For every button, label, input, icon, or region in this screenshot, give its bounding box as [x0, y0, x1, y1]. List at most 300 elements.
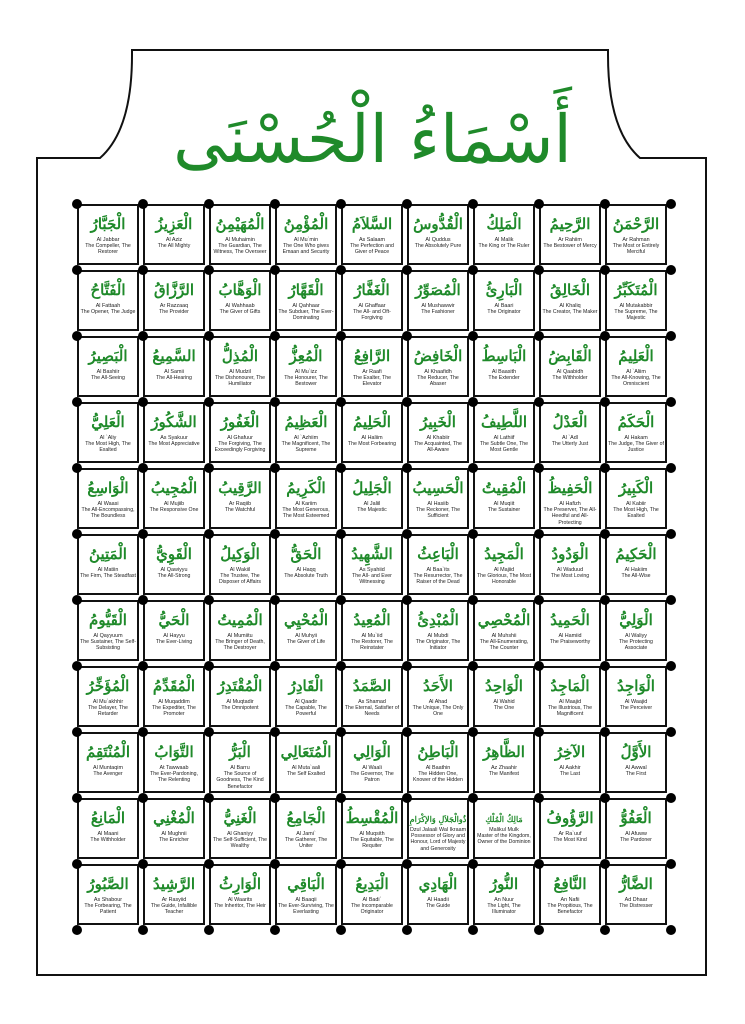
transliteration: Al Kabiir	[625, 501, 647, 507]
arabic-name: الْمُؤَخِّرُ	[86, 677, 130, 695]
meaning: The Unique, The Only One	[412, 705, 464, 718]
meaning: The Equitable, The Requiter	[350, 837, 394, 850]
arabic-name: الْحَكِيمُ	[615, 545, 657, 563]
name-card	[407, 666, 469, 727]
corner-dot	[600, 265, 610, 275]
transliteration: An Nafii	[560, 897, 580, 903]
corner-dot	[336, 727, 346, 737]
transliteration: Al Hayyu	[163, 633, 185, 639]
arabic-name: الْقَهَّارُ	[288, 281, 324, 299]
arabic-name: الأَحَدُ	[423, 677, 453, 695]
transliteration: Al Qaadir	[294, 699, 318, 705]
meaning: The Propitious, The Benefactor	[547, 903, 593, 916]
corner-dot	[270, 859, 280, 869]
meaning: The Most Loving	[550, 573, 590, 580]
corner-dot	[336, 331, 346, 341]
arabic-name: الْمَجِيدُ	[484, 545, 524, 563]
name-card	[275, 798, 337, 859]
transliteration: Al Baaqii	[295, 897, 317, 903]
name-card	[605, 864, 667, 925]
transliteration: An Nuur	[494, 897, 514, 903]
meaning: The King or The Ruler	[478, 243, 530, 250]
corner-dot	[270, 331, 280, 341]
meaning: Possessor of Glory and Honour, Lord of Majesty and Generosity	[410, 833, 466, 852]
corner-dot	[600, 859, 610, 869]
transliteration: Al `Adl	[562, 435, 578, 441]
arabic-name: الرَّحْمَنُ	[612, 215, 660, 233]
name-card	[341, 402, 403, 463]
meaning: The Giver of Life	[286, 639, 326, 646]
transliteration: Al Mumiitu	[227, 633, 253, 639]
arabic-name: الْوَلِيُّ	[619, 611, 653, 629]
meaning: The Fashioner	[421, 309, 455, 316]
name-card	[473, 468, 535, 529]
corner-dot	[72, 793, 82, 803]
corner-dot	[336, 859, 346, 869]
name-card	[209, 600, 271, 661]
corner-dot	[666, 727, 676, 737]
name-card	[605, 336, 667, 397]
name-card	[539, 600, 601, 661]
transliteration: Al Aakhir	[559, 765, 581, 771]
corner-dot	[600, 661, 610, 671]
transliteration: Al Qahhaar	[292, 303, 320, 309]
transliteration: Al Lathiif	[493, 435, 515, 441]
meaning: The Dishonourer, The Humiliator	[214, 375, 266, 388]
transliteration: Al Haliim	[361, 435, 383, 441]
transliteration: Ar Rahiim	[558, 237, 582, 243]
arabic-name: الْبَاسِطُ	[481, 347, 527, 365]
arabic-name: الْبَرُّ	[229, 743, 251, 761]
transliteration: Al Maani	[97, 831, 119, 837]
corner-dot	[468, 859, 478, 869]
name-card	[77, 204, 139, 265]
corner-dot	[402, 265, 412, 275]
arabic-name: الْحَسِيبُ	[412, 479, 464, 497]
name-card	[341, 600, 403, 661]
name-card	[473, 600, 535, 661]
meaning: The Capable, The Powerful	[285, 705, 327, 718]
name-card	[407, 336, 469, 397]
meaning: The Responsive One	[149, 507, 199, 514]
transliteration: Al Fattaah	[95, 303, 121, 309]
meaning: The Withholder	[552, 375, 588, 382]
arabic-name: الْوَاحِدُ	[485, 677, 523, 695]
corner-dot	[468, 331, 478, 341]
corner-dot	[402, 331, 412, 341]
name-card	[605, 798, 667, 859]
arabic-name: الْحَمِيدُ	[550, 611, 590, 629]
corner-dot	[270, 661, 280, 671]
name-card	[605, 402, 667, 463]
arabic-name: الْحَقُّ	[290, 545, 322, 563]
meaning: The Perceiver	[619, 705, 653, 712]
transliteration: Al Ghaffaar	[358, 303, 386, 309]
transliteration: Al Hamiid	[558, 633, 582, 639]
arabic-name: الْمُحْصِي	[477, 611, 531, 629]
name-card	[473, 534, 535, 595]
names-grid	[75, 202, 671, 922]
name-card	[77, 534, 139, 595]
meaning: The Originator, The Initiator	[415, 639, 461, 652]
corner-dot	[600, 529, 610, 539]
transliteration: Ar Rahman	[622, 237, 650, 243]
arabic-name: الْمُقِيتُ	[481, 479, 527, 497]
meaning: The Delayer, The Retarder	[88, 705, 128, 718]
name-card	[605, 600, 667, 661]
corner-dot	[600, 331, 610, 341]
name-card	[77, 666, 139, 727]
transliteration: At Tawwaab	[159, 765, 189, 771]
name-card	[605, 534, 667, 595]
meaning: The Exalter, The Elevator	[353, 375, 391, 388]
transliteration: Al Qayyuum	[93, 633, 123, 639]
arabic-name: الْبَدِيعُ	[355, 875, 389, 893]
arabic-name: الْوَاجِدُ	[617, 677, 655, 695]
transliteration: Al Waduud	[556, 567, 584, 573]
corner-dot	[402, 925, 412, 935]
corner-dot	[270, 727, 280, 737]
meaning: The Most or Entirely Merciful	[612, 243, 660, 256]
corner-dot	[402, 529, 412, 539]
name-card	[209, 864, 271, 925]
corner-dot	[336, 925, 346, 935]
corner-dot	[270, 595, 280, 605]
meaning: The Absolute Truth	[284, 573, 328, 580]
corner-dot	[468, 463, 478, 473]
name-card	[407, 798, 469, 859]
transliteration: Al Mubdi	[427, 633, 449, 639]
transliteration: Al Maajid	[558, 699, 582, 705]
name-card	[473, 864, 535, 925]
arabic-name: الْغَنِيُّ	[223, 809, 257, 827]
arabic-name: الْمُصَوِّرُ	[415, 281, 461, 299]
corner-dot	[666, 793, 676, 803]
transliteration: Al Waasi	[97, 501, 119, 507]
corner-dot	[666, 463, 676, 473]
name-card	[275, 666, 337, 727]
corner-dot	[204, 595, 214, 605]
name-card	[77, 468, 139, 529]
name-card	[407, 864, 469, 925]
name-card	[473, 798, 535, 859]
corner-dot	[204, 199, 214, 209]
corner-dot	[468, 793, 478, 803]
arabic-name: الصَّبُورُ	[87, 875, 129, 893]
arabic-name: الْمُقَدِّمُ	[152, 677, 196, 695]
transliteration: Al Waarits	[227, 897, 253, 903]
name-card	[539, 864, 601, 925]
transliteration: Ar Ra`uuf	[558, 831, 582, 837]
meaning: The Extender	[488, 375, 520, 382]
meaning: The All-Seeing	[91, 375, 125, 382]
name-card	[209, 402, 271, 463]
transliteration: Al Qaabidh	[556, 369, 584, 375]
arabic-name: الْوَهَّابُ	[218, 281, 262, 299]
meaning: The One Who gives Emaan and Security	[282, 243, 330, 256]
corner-dot	[72, 397, 82, 407]
corner-dot	[336, 595, 346, 605]
corner-dot	[468, 529, 478, 539]
transliteration: Al Hafizh	[559, 501, 581, 507]
arabic-name: الْمُقْسِطُ	[345, 809, 399, 827]
transliteration: Al Waali	[362, 765, 382, 771]
meaning: The All-Strong	[157, 573, 191, 580]
arabic-name: الرَّؤُوفُ	[546, 809, 594, 827]
meaning: The All-Enumerating, The Counter	[479, 639, 529, 652]
meaning: The Most Kind	[553, 837, 587, 844]
name-card	[341, 468, 403, 529]
name-card	[473, 204, 535, 265]
meaning: The Ever-Pardoning, The Relenting	[150, 771, 198, 784]
transliteration: Ar Raqiib	[228, 501, 252, 507]
transliteration: Al Mu`min	[293, 237, 319, 243]
corner-dot	[270, 397, 280, 407]
arabic-name: الْحَفِيظُ	[547, 479, 593, 497]
meaning: The Last	[559, 771, 581, 778]
transliteration: Al Wahhaab	[225, 303, 255, 309]
meaning: The Most Generous, The Most Esteemed	[282, 507, 330, 520]
name-card	[275, 270, 337, 331]
arabic-name: الْمُعِزُّ	[289, 347, 323, 365]
meaning: The Avenger	[93, 771, 123, 778]
arabic-name: الْمُبْدِئُ	[417, 611, 459, 629]
name-card	[77, 600, 139, 661]
corner-dot	[204, 859, 214, 869]
arabic-name: الْبَارِئُ	[485, 281, 523, 299]
meaning: The Distresser	[619, 903, 653, 910]
transliteration: Al Muqaddim	[158, 699, 190, 705]
corner-dot	[138, 859, 148, 869]
name-card	[77, 798, 139, 859]
name-card	[143, 600, 205, 661]
meaning: The Reducer, The Abaser	[417, 375, 459, 388]
name-card	[77, 402, 139, 463]
name-card	[209, 204, 271, 265]
name-card	[143, 336, 205, 397]
transliteration: As Salaam	[358, 237, 386, 243]
transliteration: Al Majiid	[493, 567, 515, 573]
name-card	[77, 336, 139, 397]
corner-dot	[138, 529, 148, 539]
corner-dot	[138, 925, 148, 935]
name-card	[341, 732, 403, 793]
transliteration: Al Baa`its	[426, 567, 450, 573]
meaning: The Most Forbearing	[347, 441, 397, 448]
meaning: The Governor, The Patron	[350, 771, 394, 784]
corner-dot	[402, 859, 412, 869]
name-card	[209, 534, 271, 595]
name-card	[539, 534, 601, 595]
corner-dot	[204, 331, 214, 341]
corner-dot	[72, 661, 82, 671]
arabic-name: الرَّقِيبُ	[218, 479, 262, 497]
corner-dot	[534, 661, 544, 671]
name-card	[275, 402, 337, 463]
transliteration: Al Samii	[164, 369, 184, 375]
corner-dot	[270, 265, 280, 275]
meaning: The Judge, The Giver of Justice	[608, 441, 664, 454]
arabic-name: الْعَظِيمُ	[284, 413, 328, 431]
arabic-name: الْمُهَيْمِنُ	[215, 215, 265, 233]
name-card	[407, 204, 469, 265]
arabic-name: الْعَزِيزُ	[155, 215, 193, 233]
name-card	[143, 534, 205, 595]
meaning: The All-Knowing, The Omniscient	[611, 375, 661, 388]
name-card	[275, 534, 337, 595]
arabic-name: الْمُعِيدُ	[353, 611, 391, 629]
transliteration: Al Bashiir	[96, 369, 120, 375]
arabic-name: الرَّافِعُ	[353, 347, 391, 365]
transliteration: Al Malik	[494, 237, 514, 243]
arabic-name: الْقَابِضُ	[548, 347, 592, 365]
name-card	[605, 666, 667, 727]
transliteration: As Syahiid	[359, 567, 385, 573]
transliteration: Al Muhaimin	[225, 237, 255, 243]
transliteration: Al Kariim	[295, 501, 317, 507]
corner-dot	[336, 397, 346, 407]
meaning: The Utterly Just	[551, 441, 589, 448]
arabic-name: الْوَالِي	[353, 743, 391, 761]
transliteration: Malikul Mulk	[489, 827, 519, 833]
meaning: The Guide, Infallible Teacher	[150, 903, 198, 916]
corner-dot	[204, 793, 214, 803]
corner-dot	[402, 727, 412, 737]
meaning: The Ever-Surviving, The Everlasting	[278, 903, 334, 916]
name-card	[473, 270, 535, 331]
meaning: The Forbearing, The Patient	[84, 903, 132, 916]
corner-dot	[468, 397, 478, 407]
name-card	[275, 864, 337, 925]
meaning: The Provider	[159, 309, 189, 316]
meaning: The Trustee, The Disposer of Affairs	[219, 573, 261, 586]
corner-dot	[204, 463, 214, 473]
transliteration: Al `Azhiim	[293, 435, 319, 441]
meaning: The Firm, The Steadfast	[80, 573, 136, 580]
arabic-name: الضَّارُّ	[619, 875, 653, 893]
transliteration: Al `Aliy	[99, 435, 117, 441]
name-card	[539, 336, 601, 397]
transliteration: Al Matiin	[97, 567, 119, 573]
meaning: The Protecting Associate	[619, 639, 653, 652]
corner-dot	[666, 199, 676, 209]
page-title: أَسْمَاءُ الْحُسْنَى	[173, 101, 572, 178]
corner-dot	[336, 661, 346, 671]
arabic-name: الْمَلِكُ	[486, 215, 522, 233]
corner-dot	[534, 925, 544, 935]
transliteration: As Shamad	[358, 699, 386, 705]
meaning: The Majestic	[357, 507, 387, 514]
meaning: The Source of Goodness, The Kind Benefactor	[216, 771, 264, 790]
transliteration: Al Wahid	[493, 699, 515, 705]
arabic-name: الصَّمَدُ	[352, 677, 392, 695]
arabic-name: الْعَلِيمُ	[618, 347, 654, 365]
corner-dot	[204, 661, 214, 671]
meaning: The Most Appreciative	[148, 441, 200, 448]
name-card	[143, 798, 205, 859]
name-card	[473, 336, 535, 397]
corner-dot	[72, 925, 82, 935]
corner-dot	[270, 925, 280, 935]
meaning: The Compeller, The Restorer	[85, 243, 131, 256]
arabic-name: الشَّكُورُ	[151, 413, 197, 431]
transliteration: Al Waliyy	[625, 633, 647, 639]
corner-dot	[534, 859, 544, 869]
transliteration: Al Jabbar	[96, 237, 120, 243]
name-card	[539, 666, 601, 727]
corner-dot	[534, 595, 544, 605]
name-card	[209, 336, 271, 397]
meaning: The Originator	[487, 309, 521, 316]
name-card	[473, 666, 535, 727]
corner-dot	[600, 397, 610, 407]
corner-dot	[600, 199, 610, 209]
meaning: The Magnificent, The Supreme	[281, 441, 331, 454]
arabic-name: الْغَفَّارُ	[354, 281, 390, 299]
corner-dot	[138, 595, 148, 605]
corner-dot	[534, 199, 544, 209]
meaning: The First	[625, 771, 647, 778]
corner-dot	[336, 463, 346, 473]
meaning: The Glorious, The Most Honorable	[476, 573, 532, 586]
corner-dot	[402, 595, 412, 605]
arabic-name: الْحَلِيمُ	[353, 413, 391, 431]
name-card	[539, 798, 601, 859]
corner-dot	[336, 793, 346, 803]
corner-dot	[270, 793, 280, 803]
corner-dot	[204, 529, 214, 539]
transliteration: Az Zhaahir	[490, 765, 518, 771]
corner-dot	[600, 727, 610, 737]
corner-dot	[402, 661, 412, 671]
arabic-name: الْمَانِعُ	[90, 809, 126, 827]
corner-dot	[402, 397, 412, 407]
meaning: The Preserver, The All-Heedful and All-Protecting	[543, 507, 597, 526]
meaning: The Guide	[425, 903, 451, 910]
transliteration: Al Mudzil	[229, 369, 251, 375]
name-card	[407, 534, 469, 595]
corner-dot	[72, 595, 82, 605]
transliteration: Al Jaliil	[363, 501, 381, 507]
arabic-name: الْجَبَّارُ	[90, 215, 126, 233]
corner-dot	[72, 463, 82, 473]
arabic-name: السَّمِيعُ	[152, 347, 196, 365]
name-card	[143, 666, 205, 727]
corner-dot	[600, 793, 610, 803]
corner-dot	[666, 265, 676, 275]
transliteration: Al Mu`izz	[294, 369, 318, 375]
name-card	[209, 468, 271, 529]
name-card	[275, 204, 337, 265]
arabic-name: الرَّشِيدُ	[153, 875, 195, 893]
meaning: The Praiseworthy	[549, 639, 591, 646]
transliteration: As Shabour	[93, 897, 123, 903]
transliteration: Al Mughnii	[161, 831, 187, 837]
transliteration: Al Baasith	[491, 369, 517, 375]
transliteration: Dzul Jalaali Wal Ikraam	[409, 827, 467, 833]
meaning: The Perfection and Giver of Peace	[350, 243, 394, 256]
meaning: The Eternal, Satisfier of Needs	[344, 705, 400, 718]
arabic-name: الْحَكَمُ	[617, 413, 655, 431]
arabic-name: الْبَاعِثُ	[417, 545, 459, 563]
arabic-name: الْعَفُوُّ	[620, 809, 652, 827]
arabic-name: مَالِكُ الْمُلْكِ	[485, 814, 523, 824]
arabic-name: الْمُجِيبُ	[150, 479, 198, 497]
name-card	[473, 402, 535, 463]
transliteration: Al Ghaniyy	[226, 831, 254, 837]
transliteration: Ar Razzaaq	[159, 303, 189, 309]
name-card	[143, 402, 205, 463]
